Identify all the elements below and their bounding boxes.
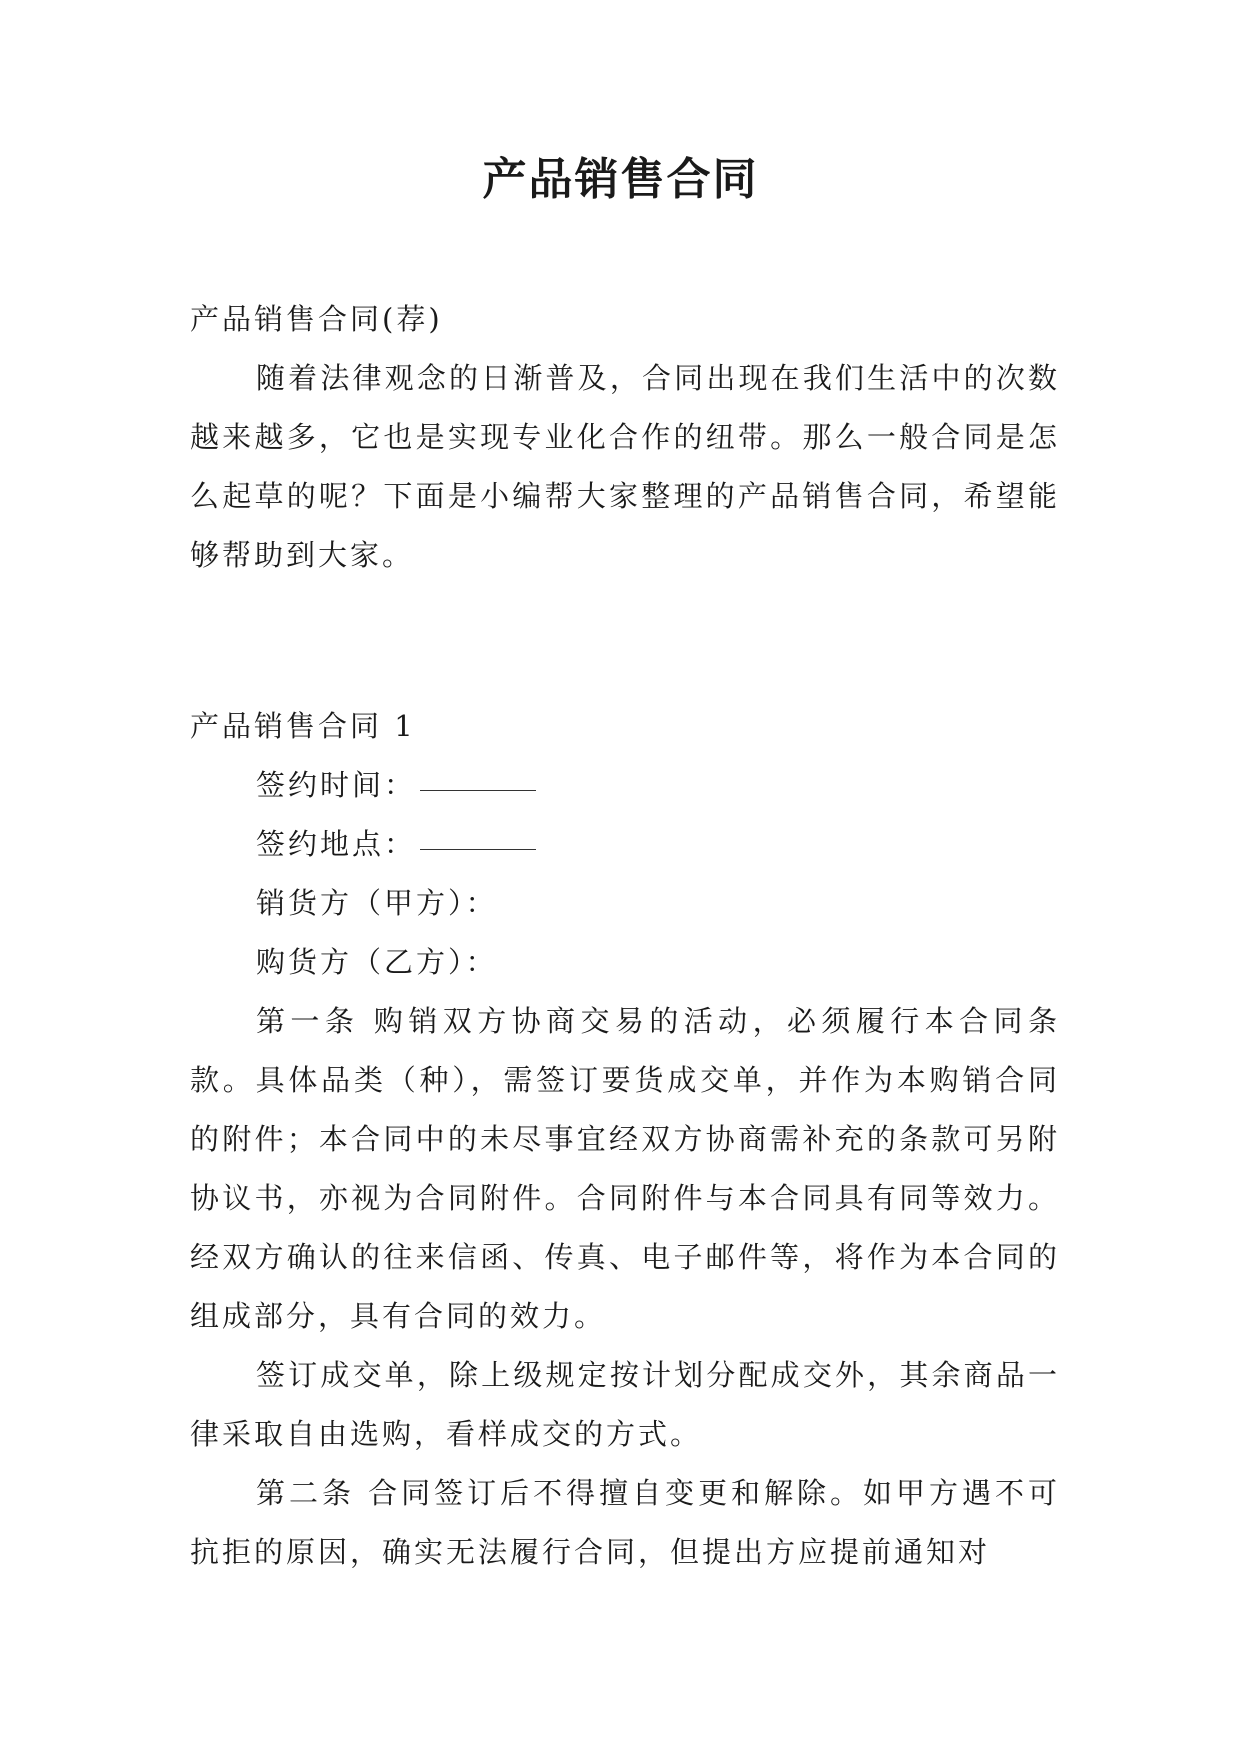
sign-place-line: [190, 815, 1060, 874]
sign-time-blank: [420, 789, 536, 791]
article-1: 第一条 购销双方协商交易的活动，必须履行本合同条款。具体品类（种），需签订要货成交单，并作为本购销合同的附件；本合同中的未尽事宜经双方协商需补充的条款可另附协议书，亦视为合同附件。合同附件与本合同具有同等效力。经双方确认的往来信函、传真、电子邮件等，将作为本合同的组成部分，具有合同的效力。: [190, 1004, 1060, 1333]
buyer-line: 购货方（乙方）：: [256, 945, 498, 979]
sign-time-label: 签约时间：: [256, 768, 417, 802]
section-spacer: [190, 585, 1060, 697]
article-1-supplement: 签订成交单，除上级规定按计划分配成交外，其余商品一律采取自由选购，看样成交的方式。: [190, 1358, 1060, 1451]
article-2: 第二条 合同签订后不得擅自变更和解除。如甲方遇不可抗拒的原因，确实无法履行合同，但提出方应提前通知对: [190, 1476, 1060, 1569]
sign-place-label: 签约地点：: [256, 827, 417, 861]
contract-heading: 产品销售合同 1: [190, 709, 416, 743]
document-title: 产品销售合同: [482, 154, 759, 205]
intro-heading: 产品销售合同(荐): [190, 302, 443, 336]
sign-place-blank: [420, 848, 536, 850]
document-body: [190, 290, 1060, 1582]
intro-paragraph: 随着法律观念的日渐普及，合同出现在我们生活中的次数越来越多，它也是实现专业化合作的纽带。那么一般合同是怎么起草的呢？下面是小编帮大家整理的产品销售合同，希望能够帮助到大家。: [190, 361, 1060, 572]
seller-line: 销货方（甲方）：: [256, 886, 498, 920]
sign-time-line: [190, 756, 1060, 815]
